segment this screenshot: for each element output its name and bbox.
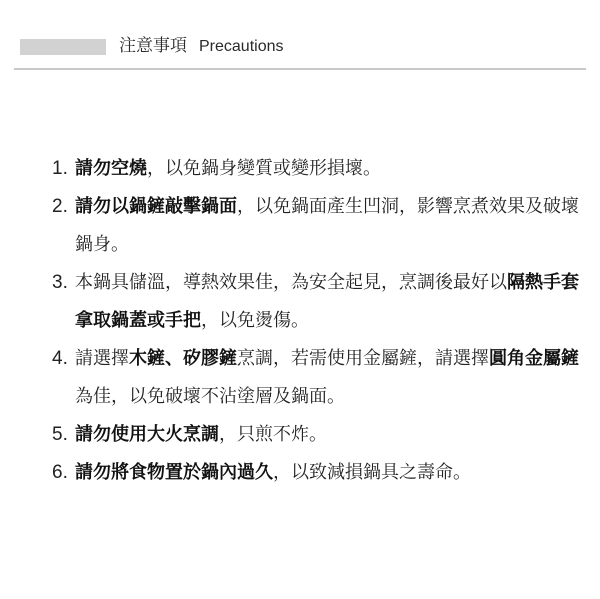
item-text: 本鍋具儲溫，導熱效果佳，為安全起見，烹調後最好以 [75,272,507,293]
item-number: 4. [52,348,68,369]
item-text: ，只煎不炸。 [219,424,327,445]
item-text: 請選擇 [75,348,129,369]
item-text: ，以免鍋面產生凹洞，影響烹煮效果及破壞鍋身。 [75,196,579,255]
item-text-bold: 請勿使用大火烹調 [75,424,219,445]
header-accent-bar [20,39,106,55]
precaution-item-6 [52,454,582,492]
item-text: ，以免鍋身變質或變形損壞。 [147,158,381,179]
item-text: ，以致減損鍋具之壽命。 [273,462,471,483]
item-text-bold: 請勿空燒 [75,158,147,179]
precaution-item-3 [52,264,582,340]
item-text-bold: 請勿將食物置於鍋內過久 [75,462,273,483]
item-number: 6. [52,462,68,483]
item-number: 1. [52,158,68,179]
precaution-item-2 [52,188,582,264]
item-text: 為佳，以免破壞不沾塗層及鍋面。 [75,386,345,407]
precaution-item-5 [52,416,582,454]
precaution-item-1 [52,150,582,188]
header-title-zh: 注意事項 [119,36,187,56]
precaution-item-4 [52,340,582,416]
item-text-bold: 圓角金屬鏟 [489,348,579,369]
precautions-header [20,34,586,62]
item-text: 烹調，若需使用金屬鏟，請選擇 [237,348,489,369]
header-title [119,34,284,59]
precautions-list [52,150,582,492]
item-text-bold: 木鏟、矽膠鏟 [129,348,237,369]
item-number: 3. [52,272,68,293]
item-text-bold: 請勿以鍋鏟敲擊鍋面 [75,196,237,217]
item-text: ，以免燙傷。 [201,310,309,331]
item-number: 2. [52,196,68,217]
item-text-bold: 隔熱手套拿取鍋蓋或手把 [75,272,579,331]
item-number: 5. [52,424,68,445]
header-divider [14,68,586,70]
header-title-en: Precautions [199,38,284,55]
